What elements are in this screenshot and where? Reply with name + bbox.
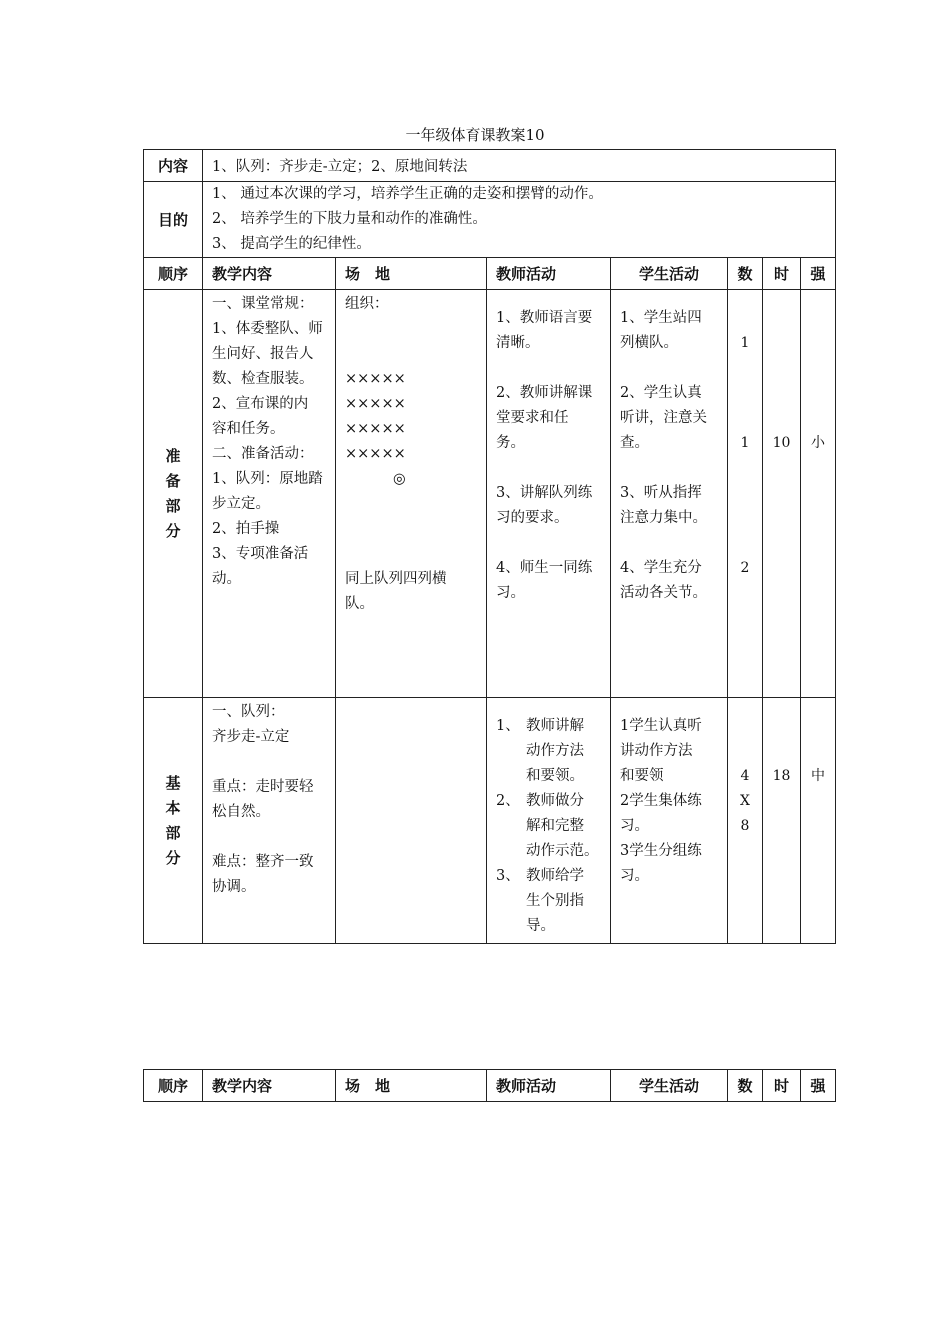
prep-intensity <box>801 290 836 698</box>
teacher-item-marker: 1、 <box>496 718 520 734</box>
document-title: 一年级体育课教案10 <box>405 126 545 144</box>
header-content: 教学内容 <box>203 1070 336 1102</box>
student-line: 2学生集体练 <box>620 793 702 809</box>
lesson-plan-table <box>143 149 836 944</box>
teacher-activity-line: 清晰。 <box>496 335 540 351</box>
prep-count <box>728 290 763 698</box>
basic-content-line: 难点：整齐一致 <box>212 854 314 870</box>
teacher-item-line: 和要领。 <box>526 768 584 784</box>
basic-count-line: 8 <box>740 818 750 834</box>
student-activity-line: 列横队。 <box>620 335 678 351</box>
content-label: 内容 <box>144 150 203 182</box>
basic-content <box>203 698 336 944</box>
student-activity-line: 活动各关节。 <box>620 585 707 601</box>
prep-time-value: 10 <box>772 435 791 451</box>
basic-student-activity <box>611 698 728 944</box>
student-line: 3学生分组练 <box>620 843 702 859</box>
basic-intensity-value: 中 <box>811 768 825 784</box>
content-text: 1、队列：齐步走-立定；2、原地间转法 <box>203 150 836 182</box>
student-activity-line: 2、学生认真 <box>620 385 702 401</box>
student-line: 和要领 <box>620 768 664 784</box>
basic-content-line: 松自然。 <box>212 804 270 820</box>
teacher-item-line: 教师讲解 <box>526 718 584 734</box>
header-teacher-activity: 教师活动 <box>487 258 611 290</box>
continuation-table <box>143 1069 836 1102</box>
venue-note-line: 队。 <box>345 596 374 612</box>
basic-content-line: 协调。 <box>212 879 256 895</box>
goal-item: 1、 通过本次课的学习，培养学生正确的走姿和摆臂的动作。 <box>212 186 603 202</box>
basic-row <box>144 698 836 944</box>
prep-label <box>144 290 203 698</box>
prep-teacher-activity <box>487 290 611 698</box>
teacher-item-line: 解和完整 <box>526 818 584 834</box>
teacher-item <box>496 789 602 864</box>
formation-row: ××××× <box>345 446 406 462</box>
teacher-activity-line: 1、教师语言要 <box>496 310 593 326</box>
student-line: 讲动作方法 <box>620 743 693 759</box>
basic-intensity <box>801 698 836 944</box>
teacher-activity-line: 2、教师讲解课 <box>496 385 593 401</box>
header-time: 时 <box>763 258 801 290</box>
basic-time-value: 18 <box>772 768 791 784</box>
header-order: 顺序 <box>144 1070 203 1102</box>
prep-count-value: 2 <box>740 560 750 576</box>
continuation-header-row <box>144 1070 836 1102</box>
teacher-item <box>496 864 602 939</box>
prep-time <box>763 290 801 698</box>
teacher-activity-line: 习的要求。 <box>496 510 569 526</box>
prep-content-line: 1、体委整队、师 <box>212 321 323 337</box>
header-order: 顺序 <box>144 258 203 290</box>
goal-list <box>203 182 836 258</box>
goal-row <box>144 182 836 258</box>
prep-content-line: 数、检查服装。 <box>212 371 314 387</box>
teacher-item-marker: 2、 <box>496 793 520 809</box>
student-activity-line: 4、学生充分 <box>620 560 702 576</box>
basic-count <box>728 698 763 944</box>
prep-content-line: 1、队列：原地踏 <box>212 471 323 487</box>
teacher-item-line: 动作示范。 <box>526 843 599 859</box>
venue-note-line: 同上队列四列横 <box>345 571 447 587</box>
prep-count-value: 1 <box>740 435 750 451</box>
header-intensity: 强 <box>801 258 836 290</box>
prep-venue <box>336 290 487 698</box>
prep-content-line: 动。 <box>212 571 241 587</box>
header-venue: 场 地 <box>336 258 487 290</box>
student-line: 习。 <box>620 868 649 884</box>
teacher-activity-line: 3、讲解队列练 <box>496 485 593 501</box>
prep-row <box>144 290 836 698</box>
formation-row: ××××× <box>345 421 406 437</box>
basic-teacher-activity <box>487 698 611 944</box>
header-teacher-activity: 教师活动 <box>487 1070 611 1102</box>
student-line: 1学生认真听 <box>620 718 702 734</box>
goal-item: 3、 提高学生的纪律性。 <box>212 236 371 252</box>
prep-content-line: 步立定。 <box>212 496 270 512</box>
prep-content-line: 2、宣布课的内 <box>212 396 309 412</box>
basic-label <box>144 698 203 944</box>
venue-organization-label: 组织： <box>345 296 389 312</box>
teacher-item-marker: 3、 <box>496 868 520 884</box>
teacher-activity-line: 习。 <box>496 585 525 601</box>
basic-count-line: 4 <box>740 768 750 784</box>
prep-content <box>203 290 336 698</box>
basic-label-text: 基本部分 <box>165 773 181 867</box>
teacher-item-line: 教师做分 <box>526 793 584 809</box>
header-time: 时 <box>763 1070 801 1102</box>
teacher-activity-line: 务。 <box>496 435 525 451</box>
student-activity-line: 听讲，注意关 <box>620 410 707 426</box>
student-activity-line: 3、听从指挥 <box>620 485 702 501</box>
prep-content-line: 2、拍手操 <box>212 521 280 537</box>
basic-content-line: 重点：走时要轻 <box>212 779 314 795</box>
header-count: 数 <box>728 1070 763 1102</box>
basic-count-line: X <box>740 793 750 809</box>
goal-label: 目的 <box>144 182 203 258</box>
prep-student-activity <box>611 290 728 698</box>
student-activity-line: 查。 <box>620 435 649 451</box>
prep-content-line: 生问好、报告人 <box>212 346 314 362</box>
prep-content-line: 容和任务。 <box>212 421 285 437</box>
student-activity-line: 注意力集中。 <box>620 510 707 526</box>
header-student-activity: 学生活动 <box>611 1070 728 1102</box>
formation-row: ××××× <box>345 396 406 412</box>
basic-time <box>763 698 801 944</box>
student-activity-line: 1、学生站四 <box>620 310 702 326</box>
teacher-item <box>496 714 602 789</box>
prep-content-line: 一、课堂常规： <box>212 296 314 312</box>
teacher-item-line: 教师给学 <box>526 868 584 884</box>
basic-venue <box>336 698 487 944</box>
basic-content-line: 一、队列： <box>212 704 285 720</box>
student-line: 习。 <box>620 818 649 834</box>
header-row <box>144 258 836 290</box>
prep-content-line: 二、准备活动： <box>212 446 314 462</box>
goal-item: 2、 培养学生的下肢力量和动作的准确性。 <box>212 211 487 227</box>
teacher-item-line: 生个别指 <box>526 893 584 909</box>
teacher-position-icon: ◎ <box>393 471 406 487</box>
header-intensity: 强 <box>801 1070 836 1102</box>
header-count: 数 <box>728 258 763 290</box>
prep-label-text: 准备部分 <box>165 446 181 540</box>
teacher-activity-line: 堂要求和任 <box>496 410 569 426</box>
formation-row: ××××× <box>345 371 406 387</box>
teacher-activity-line: 4、师生一同练 <box>496 560 593 576</box>
prep-content-line: 3、专项准备活 <box>212 546 309 562</box>
header-student-activity: 学生活动 <box>611 258 728 290</box>
teacher-item-line: 动作方法 <box>526 743 584 759</box>
header-venue: 场 地 <box>336 1070 487 1102</box>
prep-count-value: 1 <box>740 335 750 351</box>
basic-content-line: 齐步走-立定 <box>212 729 290 745</box>
teacher-item-line: 导。 <box>526 918 555 934</box>
prep-intensity-value: 小 <box>811 435 825 451</box>
content-row <box>144 150 836 182</box>
header-content: 教学内容 <box>203 258 336 290</box>
